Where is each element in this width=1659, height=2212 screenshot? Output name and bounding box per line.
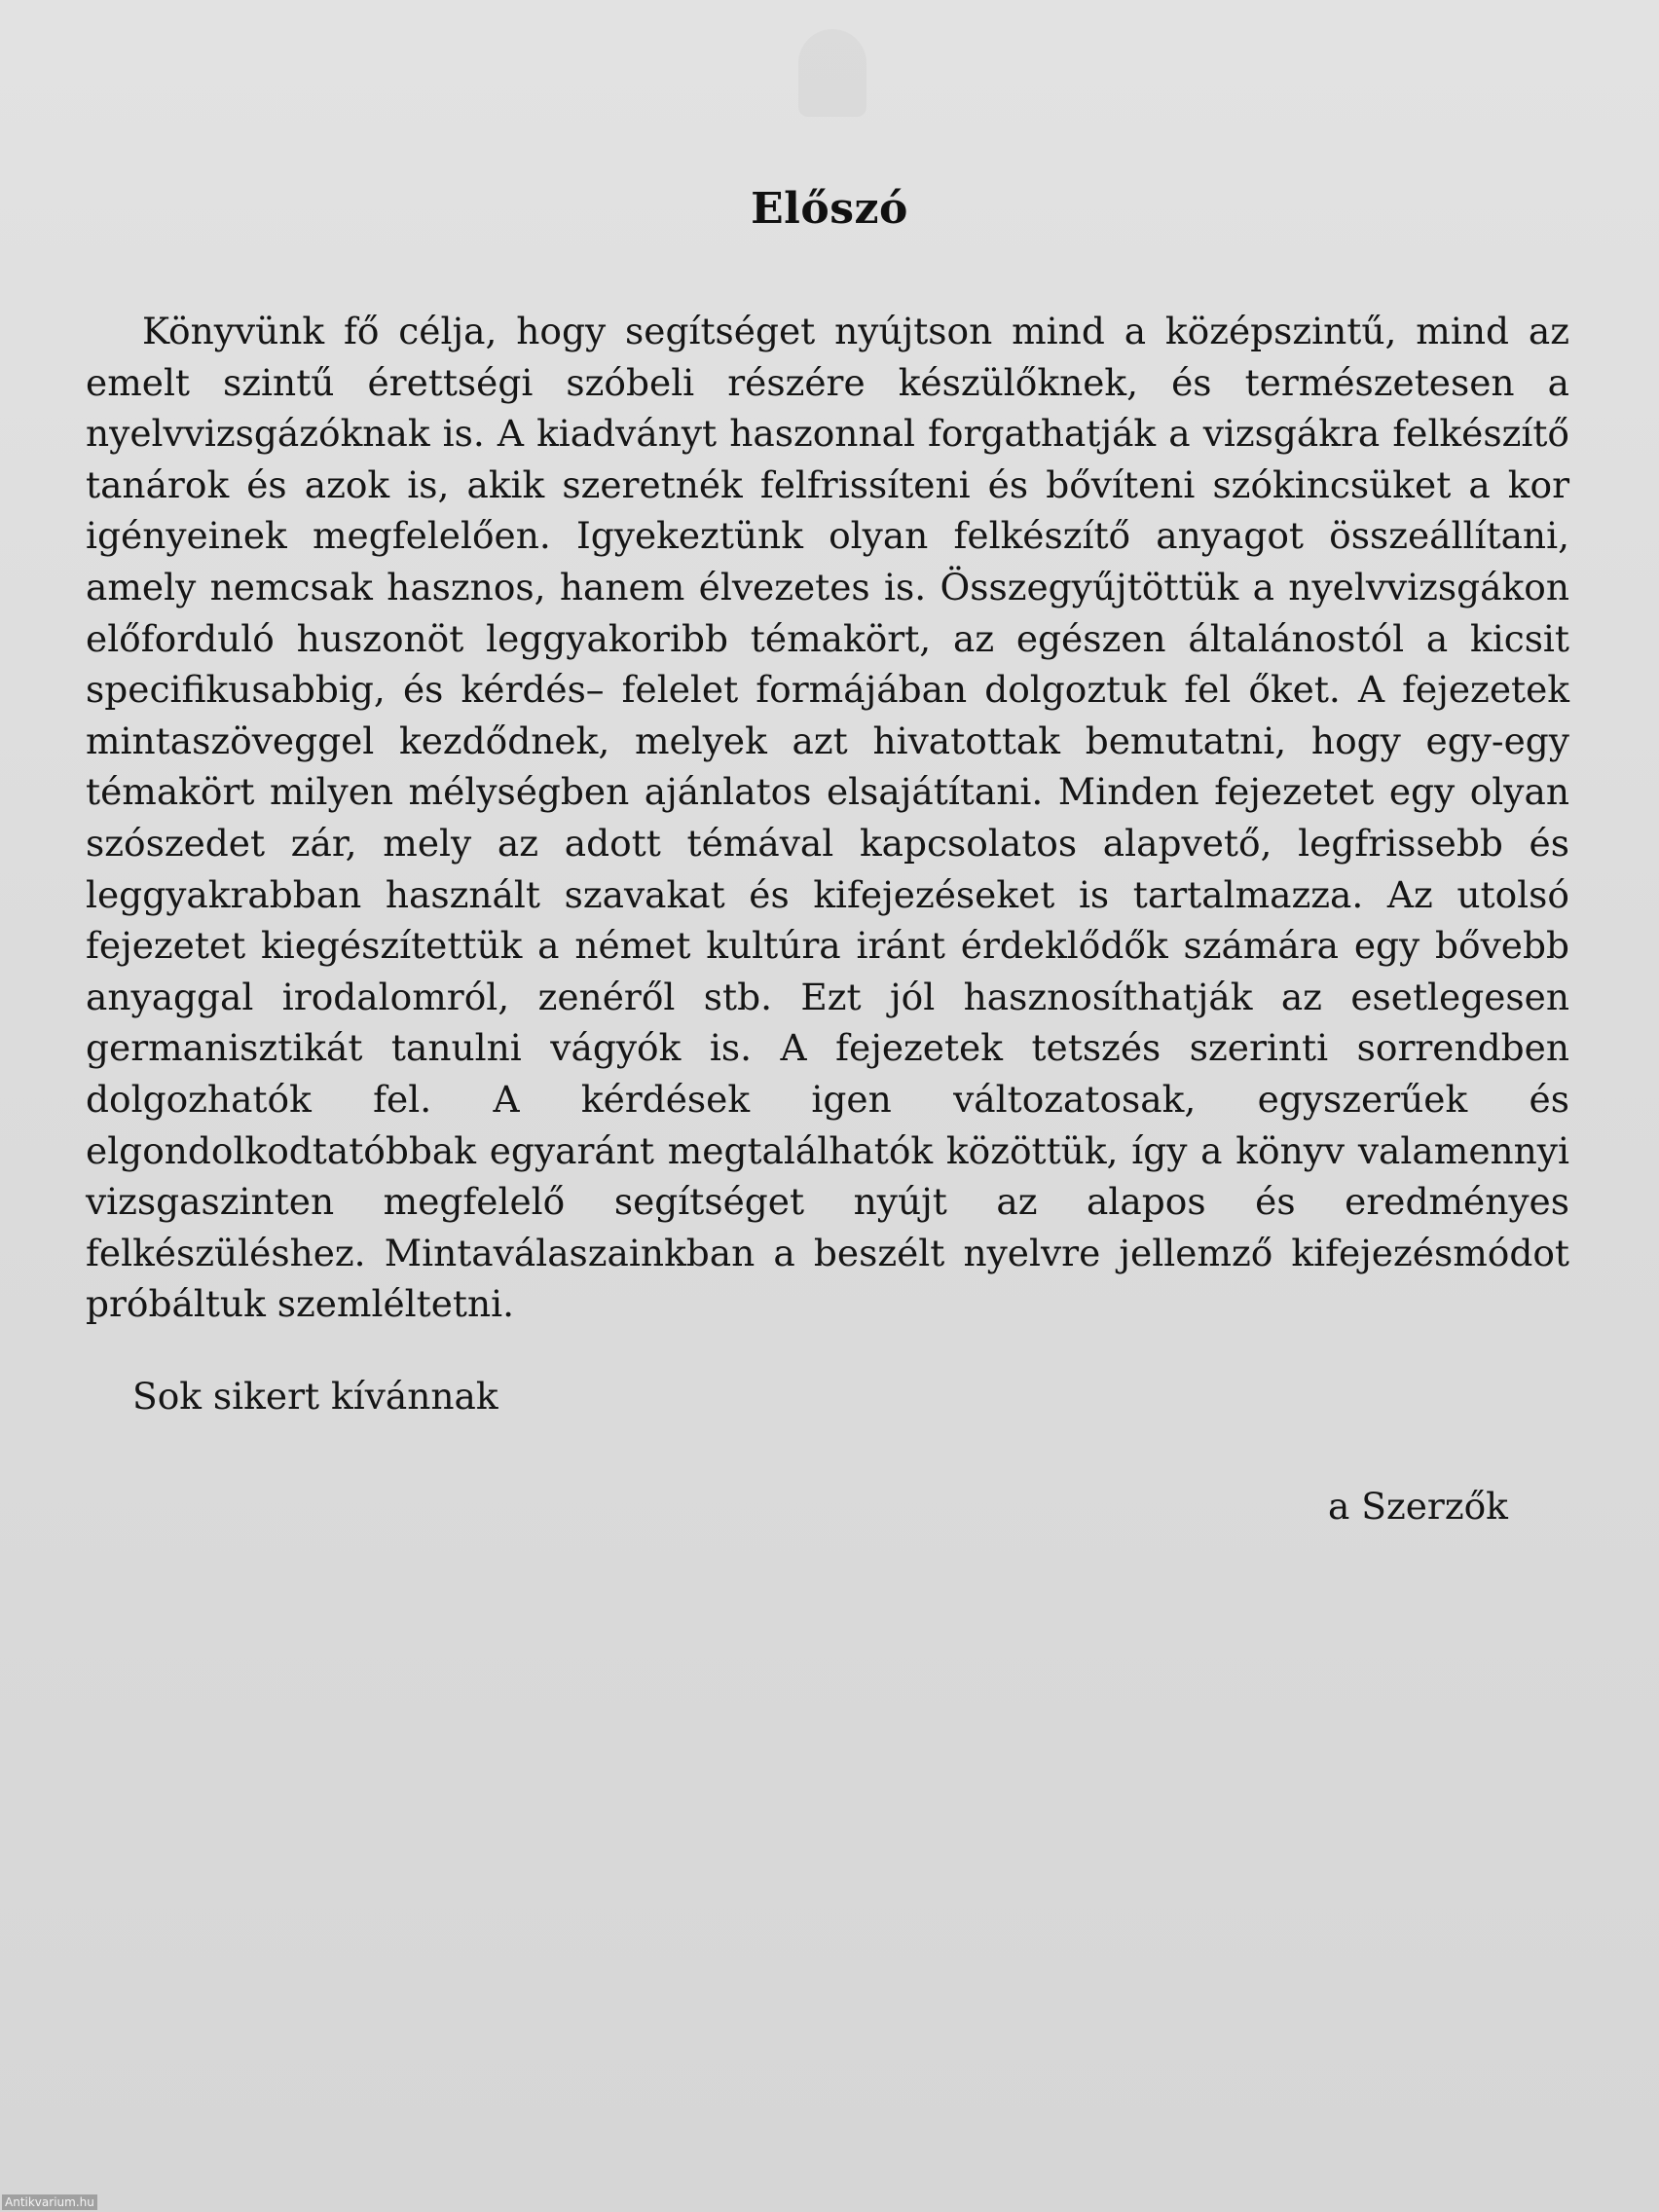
page-title: Előszó xyxy=(751,184,908,235)
show-through-shadow xyxy=(798,29,866,117)
closing-line: Sok sikert kívánnak xyxy=(132,1375,498,1418)
body-paragraph: Könyvünk fő célja, hogy segítséget nyújtson mind a középszintű, mind az emelt szintű érettségi szóbeli részére készülőknek, és természetesen a nyelvvizsgázóknak is. A kiadványt haszonnal forgathatják a vizsgákra felkészítő tanárok és azok is, akik szeretnék felfrissíteni és bővíteni szókincsüket a kor igényeinek megfelelően. Igyekeztünk olyan felkészítő anyagot összeállítani, amely nemcsak hasznos, hanem élvezetes is. Összegyűjtöttük a nyelvvizsgákon előforduló huszonöt leggyakoribb témakört, az egészen általánostól a kicsit specifikusabbig, és kérdés– felelet formájában dolgoztuk fel őket. A fejezetek mintaszöveggel kezdődnek, melyek azt hivatottak bemutatni, hogy egy-egy témakört milyen mélységben ajánlatos elsajátítani. Minden fejezetet egy olyan szószedet zár, mely az adott témával kapcsolatos alapvető, legfrissebb és leggyakrabban használt szavakat és kifejezéseket is tartalmazza. Az utolsó fejezetet kiegészítettük a német kultúra iránt érdeklődők számára egy bővebb anyaggal irodalomról, zenéről stb. Ezt jól hasznosíthatják az esetlegesen germanisztikát tanulni vágyók is. A fejezetek tetszés szerinti sorrendben dolgozhatók fel. A kérdések igen változatosak, egyszerűek és elgondolkodtatóbbak egyaránt megtalálhatók közöttük, így a könyv valamennyi vizsgaszinten megfelelő segítséget nyújt az alapos és eredményes felkészüléshez. Mintaválaszainkban a beszélt nyelvre jellemző kifejezésmódot próbáltuk szemléltetni. xyxy=(86,310,1569,1326)
watermark-label: Antikvarium.hu xyxy=(2,2194,97,2210)
signature-line: a Szerzők xyxy=(1328,1485,1508,1528)
